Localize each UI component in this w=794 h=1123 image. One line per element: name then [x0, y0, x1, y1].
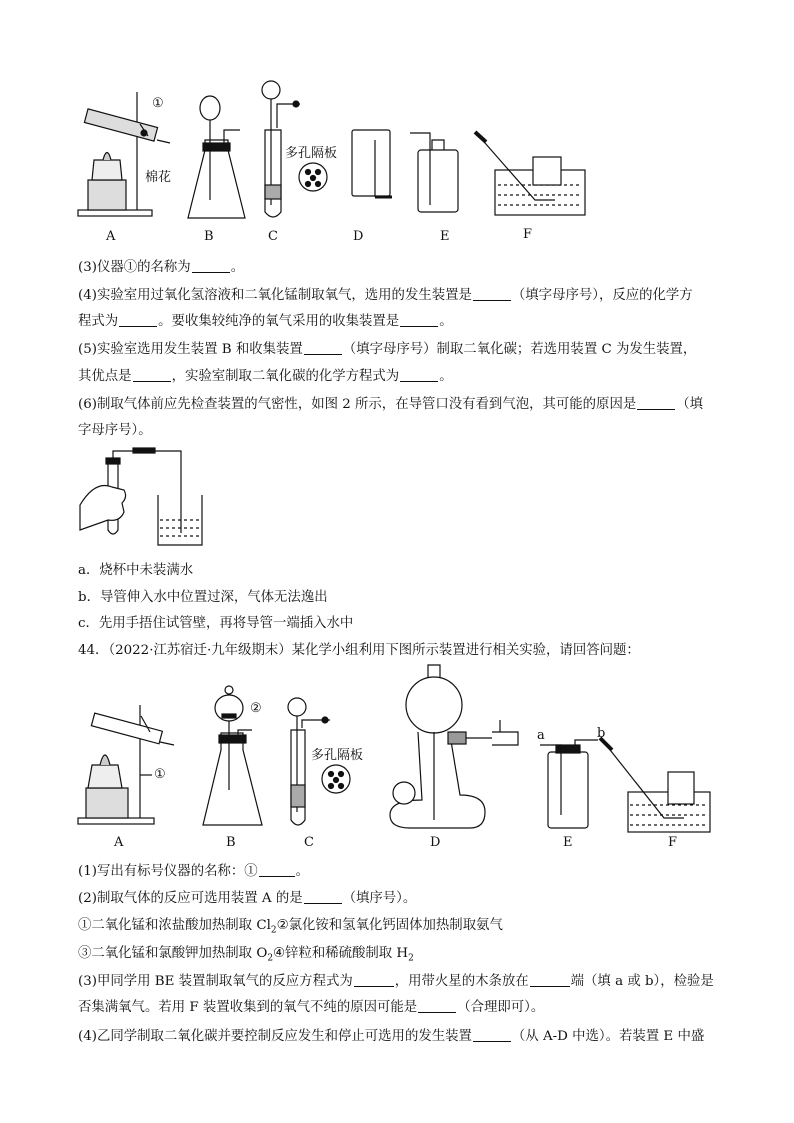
fig1-label-f: F	[523, 227, 533, 242]
question-4-line-2: 程式为 。要收集较纯净的氧气采用的收集装置是 。	[78, 314, 453, 329]
question-4-line-1: (4)实验室用过氧化氢溶液和二氧化锰制取氧气，选用的发生装置是 （填字母序号），反应的化学方	[78, 288, 693, 303]
part-2-options-2: ③二氧化锰和氯酸钾加热制取 $O_2④$锌粒和稀硫酸制取 $H_2$	[78, 946, 414, 964]
question-3: (3)仪器①的名称为 。	[78, 260, 245, 275]
port-a-label: a	[537, 728, 545, 743]
fig2-callout-1-label: ①	[154, 767, 166, 782]
option-b: b．导管伸入水中位置过深，气体无法逸出	[78, 590, 328, 605]
option-c: c．先用手捂住试管壁，再将导管一端插入水中	[78, 616, 354, 631]
question-44-header: 44．（2022·江苏宿迁·九年级期末）某化学小组利用下图所示装置进行相关实验，请回答问题：	[78, 643, 640, 658]
fig2-callout-2-label: ②	[250, 701, 262, 716]
part-2: (2)制取气体的反应可选用装置 A 的是 （填序号）。	[78, 891, 417, 906]
fig2-label-b: B	[226, 835, 236, 850]
porous-plate-label: 多孔隔板	[285, 146, 338, 161]
callout-1-label: ①	[152, 96, 164, 111]
part-4: (4)乙同学制取二氧化碳并要控制反应发生和停止可选用的发生装置 （从 A-D 中选）。若装置 E 中盛	[78, 1029, 705, 1044]
part-3-line-2: 否集满氧气。若用 F 装置收集到的氧气不纯的原因可能是 （合理即可）。	[78, 1000, 545, 1015]
fig1-label-b: B	[204, 229, 214, 244]
fig2-label-e: E	[563, 835, 573, 850]
fig2-label-d: D	[430, 835, 441, 850]
fig2-label-a: A	[114, 835, 124, 850]
question-6-line-2: 字母序号）。	[78, 423, 152, 438]
question-5-line-2: 其优点是 ，实验室制取二氧化碳的化学方程式为 。	[78, 369, 453, 384]
question-5-line-1: (5)实验室选用发生装置 B 和收集装置 （填字母序号）制取二氧化碳；若选用装置 C 为发生装置，	[78, 342, 697, 357]
fig2-label-f: F	[668, 835, 678, 850]
port-b-label: b	[597, 726, 606, 741]
option-a: a．烧杯中未装满水	[78, 563, 194, 578]
fig2-label-c: C	[304, 835, 314, 850]
part-2-options-1: ①二氧化锰和浓盐酸加热制取 $Cl_2②$氯化铵和氢氧化钙固体加热制取氨气	[78, 918, 503, 936]
fig1-label-d: D	[353, 229, 364, 244]
cotton-label: 棉花	[145, 170, 172, 185]
fig1-label-c: C	[268, 229, 278, 244]
fig1-label-a: A	[106, 229, 116, 244]
part-3-line-1: (3)甲同学用 BE 装置制取氧气的反应方程式为 ，用带火星的木条放在 端（填 a 或 b），检验是	[78, 974, 714, 989]
question-6-line-1: (6)制取气体前应先检查装置的气密性，如图 2 所示，在导管口没有看到气泡，其可能的原因是 （填	[78, 397, 704, 412]
fig1-label-e: E	[440, 229, 450, 244]
part-1: (1)写出有标号仪器的名称：① 。	[78, 864, 310, 879]
fig2-porous-plate-label: 多孔隔板	[311, 748, 364, 763]
